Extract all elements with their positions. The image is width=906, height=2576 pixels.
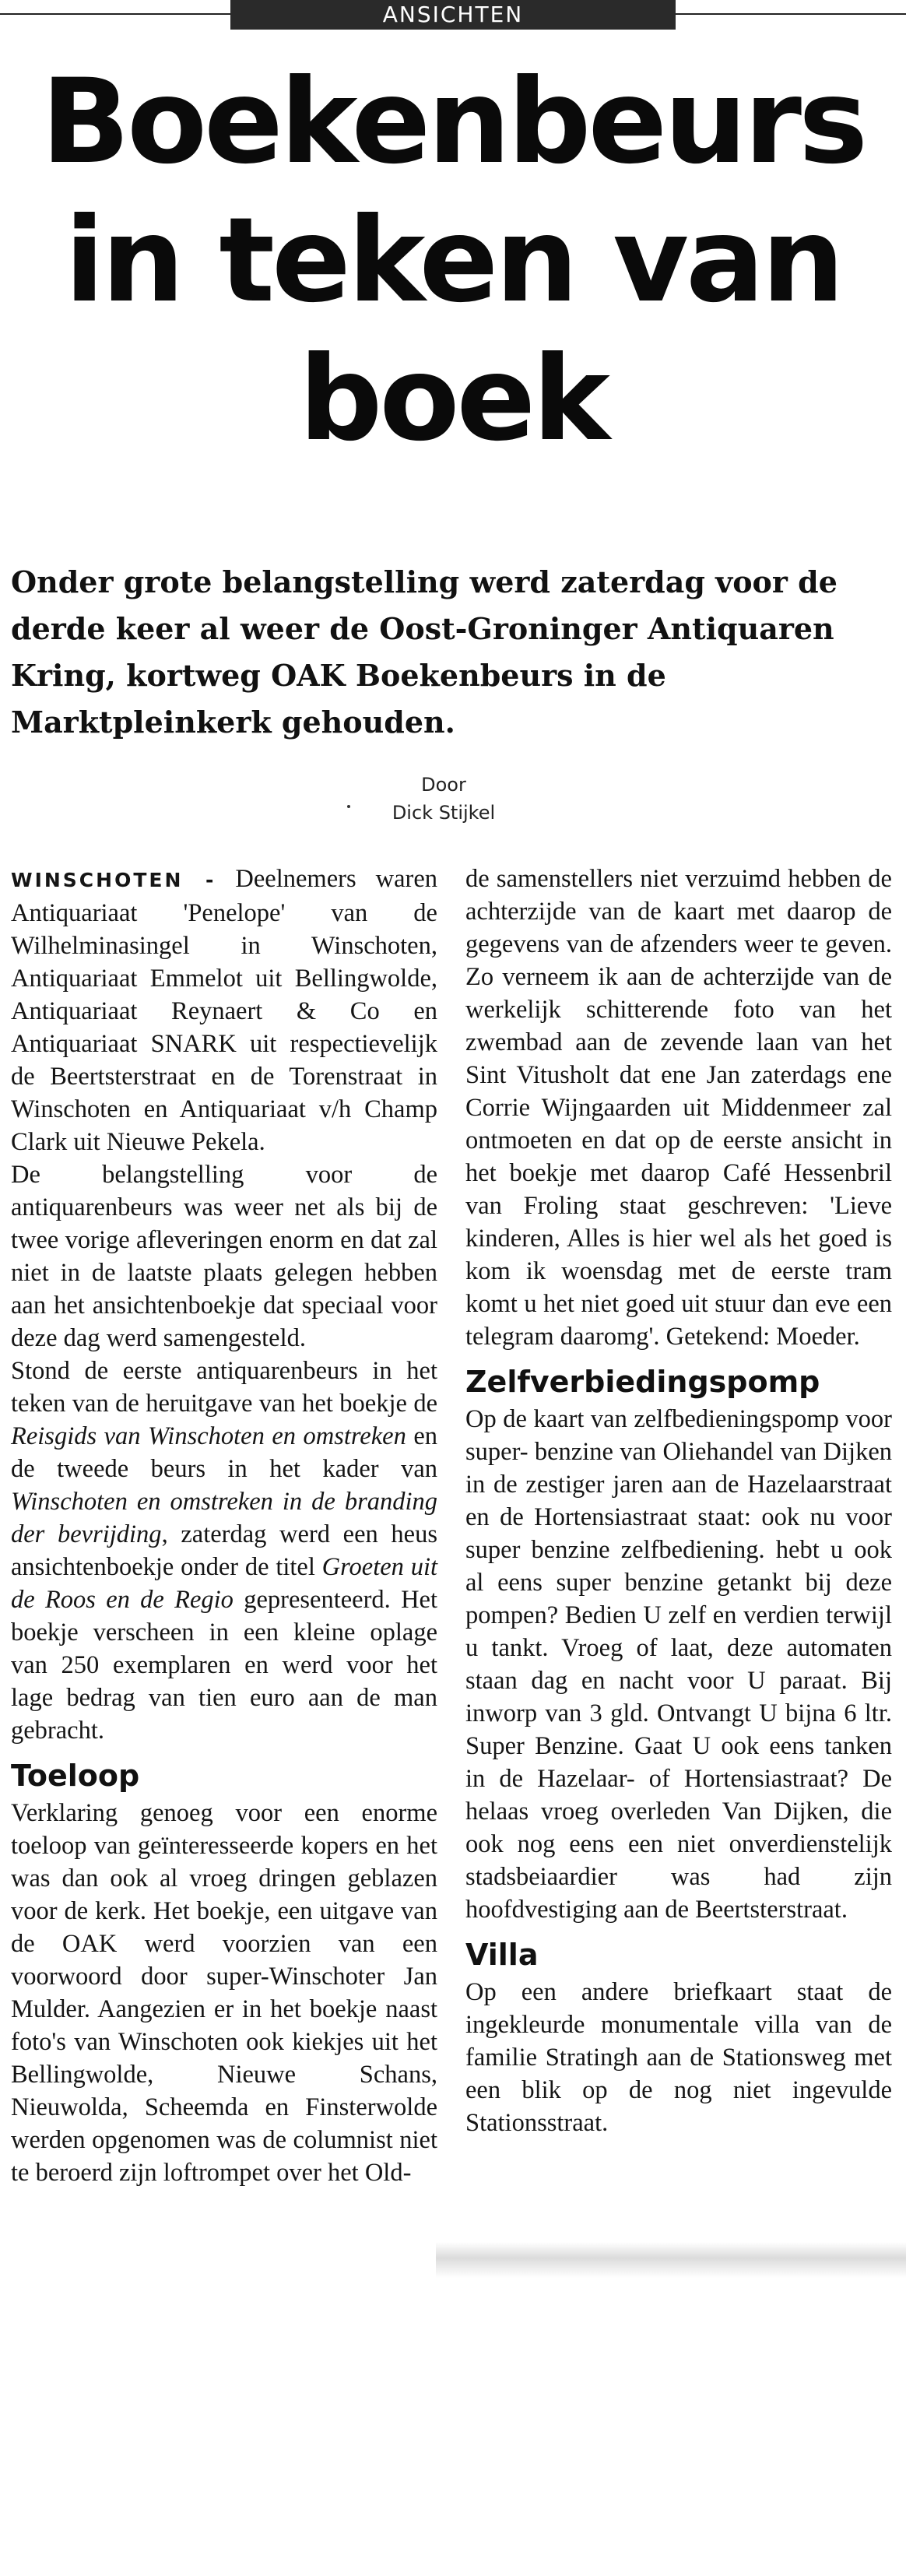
book-title: Groeten uit de Roos en de Regio xyxy=(11,1553,438,1614)
left-column xyxy=(11,863,437,2189)
section-label: ANSICHTEN xyxy=(230,0,676,30)
subheading-villa: Villa xyxy=(465,1938,539,1972)
paragraph: de samenstellers niet verzuimd hebben de achterzijde van de kaart met daarop de gegevens van de afzenders weer te geven. Zo verneem ik aan de achterzijde van de werkelijk schitterende foto van het zwembad aan de zevende laan van het Sint Vitusholt dat ene Jan zaterdags ene Corrie Wijngaarden uit Middenmeer zal ontmoeten en dat op de eerste ansicht in het boekje met daarop Café Hessenbril van Froling staat geschreven: 'Lieve kinderen, Alles is hier wel als het goed is kom ik woensdag met de eerste tram komt u het niet goed uit stuur dan eve een telegram daaromg'. Getekend: Moeder. xyxy=(465,865,892,1351)
paragraph: Op een andere briefkaart staat de ingekleurde monumentale villa van de familie Stratingh aan de Stationsweg met een blik op de nog niet ingevulde Stationsstraat. xyxy=(465,1978,892,2137)
paper-tear-mark xyxy=(436,2242,906,2278)
right-column xyxy=(465,863,892,2139)
paragraph: Op de kaart van zelfbedieningspomp voor super- benzine van Oliehandel van Dijken in de zestiger jaren aan de Hazelaarstraat en de Hortensiastraat staat: ook nu voor super benzine zelfbediening. hebt u ook al eens super benzine getankt bij deze pompen? Bedien U zelf en verdien terwijl u tankt. Vroeg of laat, deze automaten staan dag en nacht voor U paraat. Bij inworp van 3 gld. Ontvangt U bijna 6 ltr. Super Benzine. Gaat U ook eens tanken in de Hazelaar- of Hortensiastraat? De helaas vroeg overleden Van Dijken, die ook nog eens een niet onverdienstelijk stadsbeiaardier was had zijn hoofdvestiging aan de Beertsterstraat. xyxy=(465,1405,892,1924)
book-title: Winschoten en omstreken in de branding der bevrijding xyxy=(11,1488,437,1548)
byline-author: Dick Stijkel xyxy=(392,802,496,824)
headline xyxy=(0,53,906,469)
subheading-toeloop: Toeloop xyxy=(11,1759,140,1793)
dateline: WINSCHOTEN - xyxy=(11,869,216,891)
book-title: Reisgids van Winschoten en omstreken xyxy=(11,1422,406,1450)
headline-line-1: Boekenbeurs xyxy=(40,54,866,190)
paragraph: WINSCHOTEN - Deelnemers waren Antiquariaat 'Penelope' van de Wilhelminasingel in Winschoten, Antiquariaat Emmelot uit Bellingwolde, Antiquariaat Reynaert & Co en Antiquariaat SNARK uit respectievelijk de Beertsterstraat en de Torenstraat in Winschoten en Antiquariaat v/h Champ Clark uit Nieuwe Pekela. xyxy=(11,865,438,1156)
headline-line-3: boek xyxy=(299,332,607,467)
print-speck xyxy=(347,805,350,808)
paragraph: De belangstelling voor de antiquarenbeurs was weer net als bij de twee vorige afleveringen enorm en dat zal niet in de laatste plaats gelegen hebben aan het ansichtenboekje dat speciaal voor deze dag werd samengesteld. xyxy=(11,1161,437,1352)
byline-label: Door xyxy=(421,774,466,796)
paragraph: Stond de eerste antiquarenbeurs in het teken van de heruitgave van het boekje de Reisgids van Winschoten en omstreken en de tweede beurs in het kader van Winschoten en omstreken in de branding der bevrijding, zaterdag werd een heus ansichtenboekje onder de titel Groeten uit de Roos en de Regio gepresenteerd. Het boekje verscheen in een kleine oplage van 250 exemplaren en werd voor het lage bedrag van tien euro aan de man gebracht. xyxy=(11,1357,438,1745)
subheading-zelfverbiedingspomp: Zelfverbiedingspomp xyxy=(465,1365,820,1399)
headline-line-2: in teken van xyxy=(64,193,842,329)
paragraph: Verklaring genoeg voor een enorme toeloop van geïnteresseerde kopers en het was dan ook al vroeg dringen geblazen voor de kerk. Het boekje, een uitgave van de OAK werd voorzien van een voorwoord door super-Winschoter Jan Mulder. Aangezien er in het boekje naast foto's van Winschoten ook kiekjes uit het Bellingwolde, Nieuwe Schans, Nieuwolda, Scheemda en Finsterwolde werden opgenomen was de columnist niet te beroerd zijn loftrompet over het Old- xyxy=(11,1799,437,2187)
lead-paragraph: Onder grote belangstelling werd zaterdag voor de derde keer al weer de Oost-Groninger Antiquaren Kring, kortweg OAK Boekenbeurs in de Marktpleinkerk gehouden. xyxy=(11,564,838,740)
byline xyxy=(311,771,576,827)
